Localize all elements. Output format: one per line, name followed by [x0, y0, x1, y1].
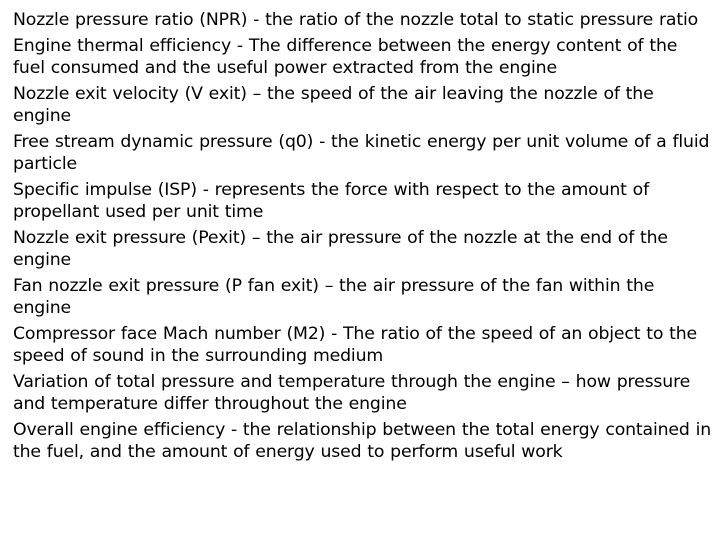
definition-specific-impulse: Specific impulse (ISP) - represents the force with respect to the amount of propellant used per unit time	[13, 180, 650, 222]
definition-thermal-efficiency: Engine thermal efficiency - The difference between the energy content of the fuel consumed and the useful power extracted from the engine	[13, 36, 678, 78]
definition-overall-efficiency: Overall engine efficiency - the relationship between the total energy contained in the fuel, and the amount of energy used to perform useful work	[13, 420, 712, 462]
definition-fan-nozzle-exit-pressure: Fan nozzle exit pressure (P fan exit) – the air pressure of the fan within the engine	[13, 276, 655, 318]
definition-list	[13, 9, 712, 463]
definition-pressure-temperature-variation: Variation of total pressure and temperature through the engine – how pressure and temperature differ throughout the engine	[13, 372, 691, 414]
definition-npr: Nozzle pressure ratio (NPR) - the ratio of the nozzle total to static pressure ratio	[13, 10, 699, 30]
definition-nozzle-exit-pressure: Nozzle exit pressure (Pexit) – the air pressure of the nozzle at the end of the engine	[13, 228, 668, 270]
definition-dynamic-pressure: Free stream dynamic pressure (q0) - the kinetic energy per unit volume of a fluid particle	[13, 132, 710, 174]
definition-nozzle-exit-velocity: Nozzle exit velocity (V exit) – the speed of the air leaving the nozzle of the engine	[13, 84, 654, 126]
definition-compressor-mach: Compressor face Mach number (M2) - The ratio of the speed of an object to the speed of sound in the surrounding medium	[13, 324, 698, 366]
